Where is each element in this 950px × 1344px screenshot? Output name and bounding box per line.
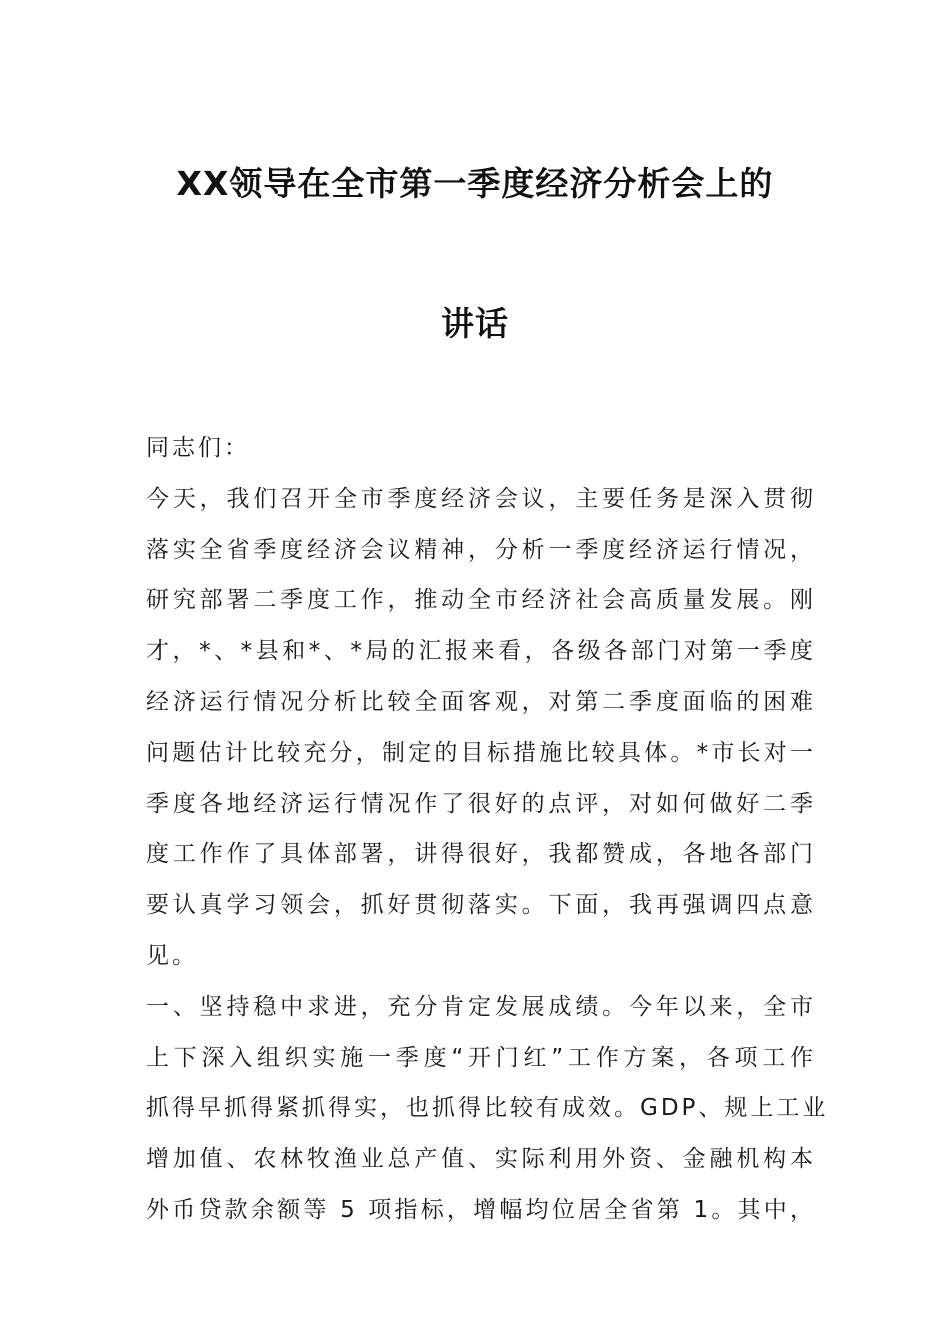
body-line: 外币贷款余额等 5 项指标，增幅均位居全省第 1。其中， bbox=[146, 1196, 816, 1223]
body-line: 落实全省季度经济会议精神，分析一季度经济运行情况， bbox=[146, 536, 816, 563]
body-line: 见。 bbox=[146, 942, 198, 969]
body-line: 一、坚持稳中求进，充分肯定发展成绩。今年以来，全市 bbox=[146, 993, 816, 1020]
body-line: 经济运行情况分析比较全面客观，对第二季度面临的困难 bbox=[146, 688, 816, 715]
body-line: 今天，我们召开全市季度经济会议，主要任务是深入贯彻 bbox=[146, 485, 816, 512]
document-title-line-2: 讲话 bbox=[441, 304, 509, 343]
document-title-line-1: XX领导在全市第一季度经济分析会上的 bbox=[176, 164, 774, 203]
document-body bbox=[146, 430, 829, 1243]
body-line: 上下深入组织实施一季度“开门红”工作方案，各项工作 bbox=[146, 1044, 816, 1071]
body-line: 问题估计比较充分，制定的目标措施比较具体。*市长对一 bbox=[146, 739, 816, 766]
body-line: 要认真学习领会，抓好贯彻落实。下面，我再强调四点意 bbox=[146, 892, 816, 919]
body-line: 季度各地经济运行情况作了很好的点评，对如何做好二季 bbox=[146, 790, 816, 817]
body-line: 才，*、*县和*、*局的汇报来看，各级各部门对第一季度 bbox=[146, 638, 816, 665]
body-line: 度工作作了具体部署，讲得很好，我都赞成，各地各部门 bbox=[146, 841, 816, 868]
body-line: 增加值、农林牧渔业总产值、实际利用外资、金融机构本 bbox=[146, 1146, 816, 1173]
salutation-line: 同志们： bbox=[146, 435, 250, 461]
body-line: 抓得早抓得紧抓得实，也抓得比较有成效。GDP、规上工业 bbox=[146, 1095, 829, 1122]
body-line: 研究部署二季度工作，推动全市经济社会高质量发展。刚 bbox=[146, 587, 816, 614]
